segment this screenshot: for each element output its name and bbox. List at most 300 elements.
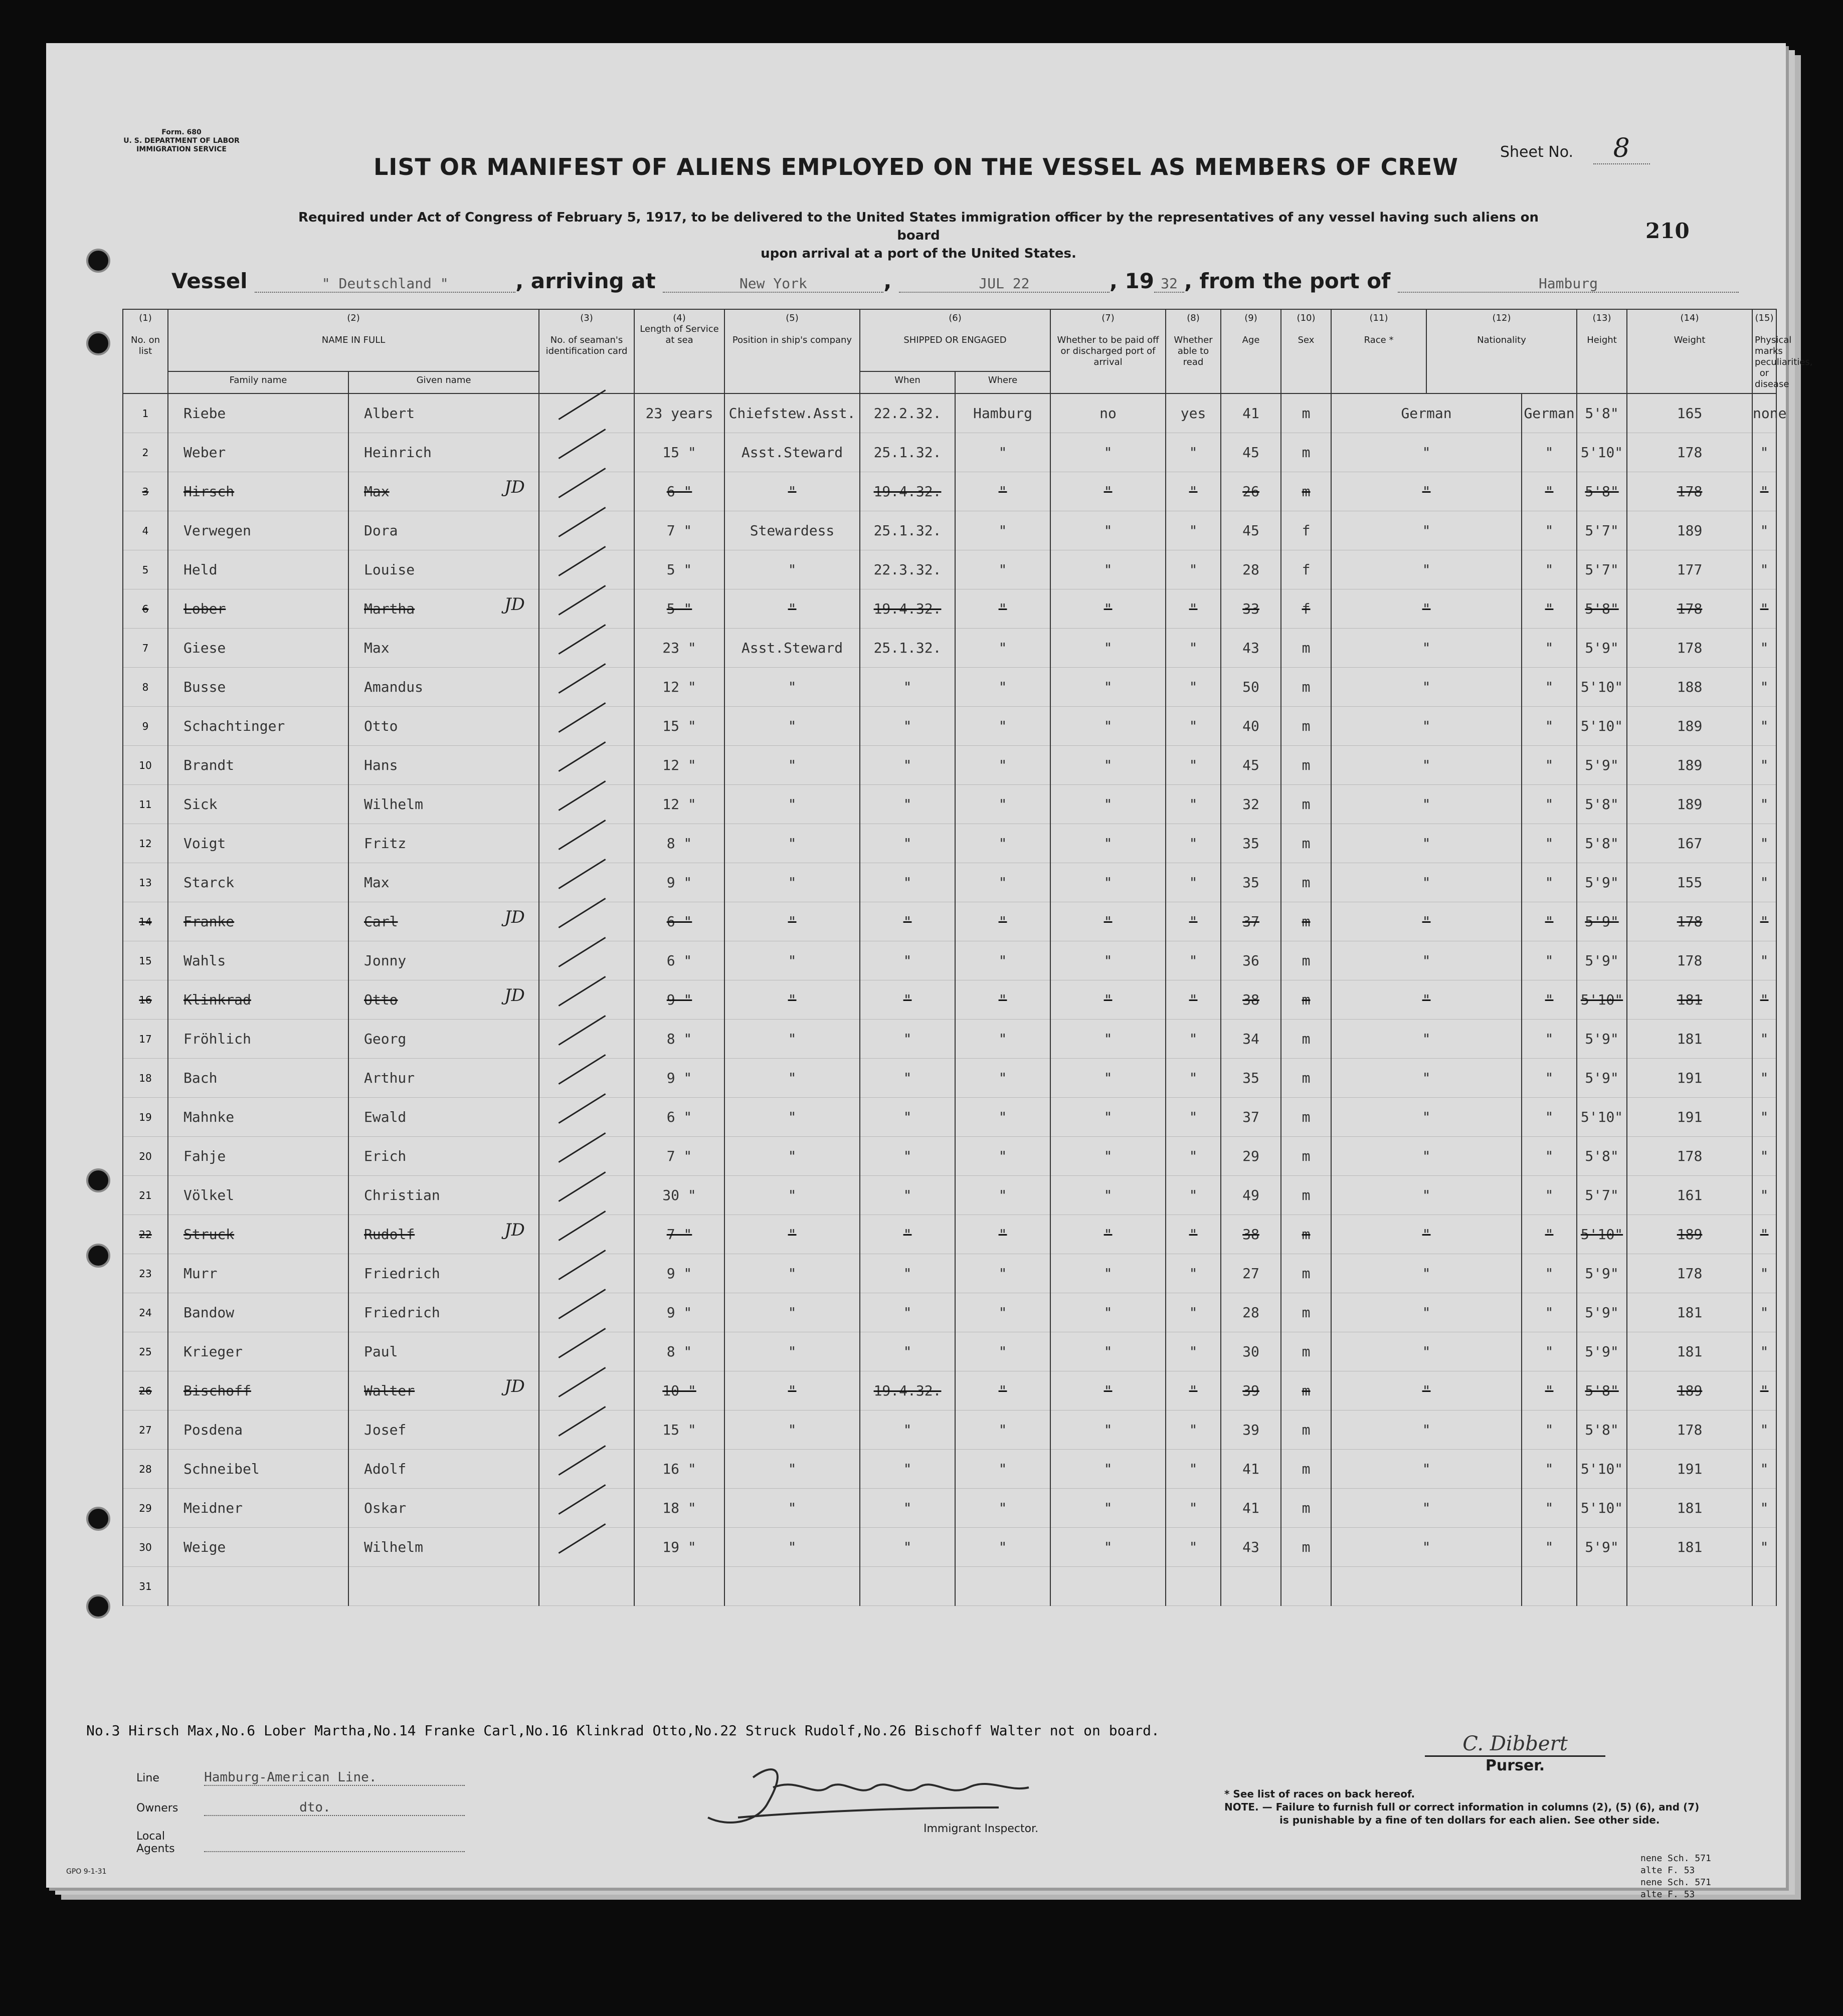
able-to-read-cell: " (1166, 1215, 1221, 1254)
shipped-when-cell: " (860, 1176, 955, 1215)
paid-off-cell: " (1050, 1254, 1166, 1293)
col-card-header (539, 309, 634, 393)
able-to-read-cell: " (1166, 1332, 1221, 1371)
inspector-initials: JD (504, 1376, 525, 1396)
paid-off-cell: " (1050, 1489, 1166, 1528)
col-sex-header (1281, 309, 1331, 393)
weight-cell: 191 (1627, 1098, 1752, 1137)
race-cell: " (1331, 1489, 1522, 1528)
service-length-cell: 15 " (634, 707, 724, 746)
height-cell (1577, 1567, 1627, 1606)
check-mark-icon (559, 859, 606, 889)
given-name-cell: Oskar (348, 1489, 539, 1528)
table-row (123, 1098, 1776, 1137)
family-name-cell: Fröhlich (168, 1020, 348, 1059)
inspector-label: Immigrant Inspector. (924, 1823, 1039, 1835)
position-cell (724, 1567, 860, 1606)
local-agents-label: Local Agents (136, 1830, 175, 1855)
given-name-cell: Arthur (348, 1059, 539, 1098)
able-to-read-cell: " (1166, 1371, 1221, 1410)
shipped-when-cell: 19.4.32. (860, 472, 955, 511)
height-cell: 5'7" (1577, 511, 1627, 550)
shipped-where-cell: " (955, 1528, 1050, 1567)
given-name-cell: Friedrich (348, 1293, 539, 1332)
age-cell: 35 (1221, 824, 1281, 863)
shipped-when-cell: " (860, 902, 955, 941)
col-when-header: When (860, 371, 955, 393)
check-mark-icon (559, 663, 606, 694)
nationality-cell: " (1522, 1059, 1577, 1098)
nationality-cell: German (1522, 393, 1577, 433)
inspector-initials: JD (504, 1220, 525, 1240)
sex-cell: m (1281, 980, 1331, 1020)
id-card-cell (539, 941, 634, 980)
age-cell (1221, 1567, 1281, 1606)
sex-cell: m (1281, 1450, 1331, 1489)
age-cell: 41 (1221, 1450, 1281, 1489)
check-mark-icon (559, 1289, 606, 1319)
table-row (123, 511, 1776, 550)
service-length-cell: 9 " (634, 1254, 724, 1293)
physical-marks-cell: " (1752, 1371, 1776, 1410)
paid-off-cell: " (1050, 1098, 1166, 1137)
nationality-cell: " (1522, 1528, 1577, 1567)
manifest-sheet (46, 43, 1813, 1900)
service-length-cell: 6 " (634, 1098, 724, 1137)
weight-cell: 181 (1627, 1293, 1752, 1332)
family-name-cell: Weber (168, 433, 348, 472)
nationality-cell: " (1522, 1020, 1577, 1059)
position-cell: " (724, 941, 860, 980)
family-name-cell: Bach (168, 1059, 348, 1098)
table-row (123, 1020, 1776, 1059)
able-to-read-cell (1166, 1567, 1221, 1606)
shipped-when-cell: " (860, 1098, 955, 1137)
weight-cell: 178 (1627, 1410, 1752, 1450)
able-to-read-cell: " (1166, 1059, 1221, 1098)
race-cell (1331, 1567, 1522, 1606)
age-cell: 36 (1221, 941, 1281, 980)
paid-off-cell: " (1050, 1528, 1166, 1567)
row-number-cell: 26 (123, 1371, 168, 1410)
weight-cell: 178 (1627, 1137, 1752, 1176)
col-age-label: Age (1242, 335, 1260, 345)
table-row (123, 1371, 1776, 1410)
nationality-cell: " (1522, 511, 1577, 550)
age-cell: 26 (1221, 472, 1281, 511)
race-cell: " (1331, 824, 1522, 863)
schedule-code: alte F. 53 (1640, 1865, 1695, 1876)
service-length-cell: 6 " (634, 902, 724, 941)
shipped-where-cell: " (955, 941, 1050, 980)
check-mark-icon (559, 1054, 606, 1085)
table-row (123, 902, 1776, 941)
shipped-where-cell: " (955, 1254, 1050, 1293)
race-cell: " (1331, 1528, 1522, 1567)
physical-marks-cell: " (1752, 1528, 1776, 1567)
service-length-cell: 5 " (634, 589, 724, 629)
subtitle-line-2: upon arrival at a port of the United States. (761, 246, 1076, 261)
schedule-codes (1640, 1853, 1711, 1901)
col-no-number: (1) (139, 313, 152, 323)
given-name-cell: Otto (348, 980, 539, 1020)
sex-cell: m (1281, 668, 1331, 707)
vessel-label: Vessel (171, 269, 248, 293)
col-paid-number: (7) (1101, 313, 1115, 323)
row-number-cell: 30 (123, 1528, 168, 1567)
given-name-cell: Hans (348, 746, 539, 785)
nationality-cell: " (1522, 1371, 1577, 1410)
id-card-cell (539, 1567, 634, 1606)
sex-cell: f (1281, 511, 1331, 550)
id-card-cell (539, 746, 634, 785)
table-row (123, 1528, 1776, 1567)
shipped-when-cell: " (860, 1410, 955, 1450)
position-cell: " (724, 668, 860, 707)
id-card-cell (539, 1410, 634, 1450)
family-name-cell: Posdena (168, 1410, 348, 1450)
able-to-read-cell: " (1166, 629, 1221, 668)
paid-off-cell: " (1050, 1215, 1166, 1254)
paid-off-cell: " (1050, 589, 1166, 629)
family-name-cell: Giese (168, 629, 348, 668)
service-length-cell: 9 " (634, 1059, 724, 1098)
col-card-label: No. of seaman's identification card (545, 335, 628, 356)
form-number: Form. 680 (161, 128, 202, 136)
race-cell: " (1331, 1059, 1522, 1098)
inspector-initials: JD (504, 594, 525, 615)
row-number-cell: 13 (123, 863, 168, 902)
sex-cell (1281, 1567, 1331, 1606)
given-name-cell: Wilhelm (348, 1528, 539, 1567)
position-cell: " (724, 1215, 860, 1254)
department-name: U. S. DEPARTMENT OF LABOR (123, 137, 240, 145)
age-cell: 32 (1221, 785, 1281, 824)
paid-off-cell: " (1050, 1293, 1166, 1332)
able-to-read-cell: " (1166, 824, 1221, 863)
row-number-cell: 11 (123, 785, 168, 824)
position-cell: " (724, 1293, 860, 1332)
row-number-cell: 4 (123, 511, 168, 550)
subtitle-line-1: Required under Act of Congress of February 5, 1917, to be delivered to the United States immigration officer by the representatives of any vessel having such aliens on board (298, 210, 1539, 243)
col-height-label: Height (1587, 335, 1617, 345)
position-cell: " (724, 550, 860, 589)
table-row (123, 863, 1776, 902)
col-card-number: (3) (580, 313, 593, 323)
family-name-cell: Verwegen (168, 511, 348, 550)
col-service-number: (4) (673, 313, 686, 323)
check-mark-icon (559, 1015, 606, 1046)
physical-marks-cell: " (1752, 785, 1776, 824)
shipped-when-cell: " (860, 1450, 955, 1489)
able-to-read-cell: " (1166, 980, 1221, 1020)
service-length-cell: 30 " (634, 1176, 724, 1215)
row-number-cell: 24 (123, 1293, 168, 1332)
arriving-value: New York (663, 275, 883, 293)
position-cell: " (724, 1020, 860, 1059)
paid-off-cell: " (1050, 433, 1166, 472)
table-row (123, 1293, 1776, 1332)
sex-cell: m (1281, 1332, 1331, 1371)
height-cell: 5'9" (1577, 1059, 1627, 1098)
sex-cell: m (1281, 1059, 1331, 1098)
height-cell: 5'9" (1577, 1293, 1627, 1332)
height-cell: 5'10" (1577, 707, 1627, 746)
age-cell: 35 (1221, 1059, 1281, 1098)
height-cell: 5'9" (1577, 1020, 1627, 1059)
physical-marks-cell: " (1752, 1098, 1776, 1137)
age-cell: 41 (1221, 1489, 1281, 1528)
table-row (123, 1254, 1776, 1293)
from-port-value: Hamburg (1398, 275, 1739, 293)
check-mark-icon (559, 1523, 606, 1554)
sex-cell: m (1281, 1137, 1331, 1176)
age-cell: 30 (1221, 1332, 1281, 1371)
id-card-cell (539, 1332, 634, 1371)
arrival-date-value: JUL 22 (899, 275, 1110, 293)
shipped-where-cell: Hamburg (955, 393, 1050, 433)
able-to-read-cell: " (1166, 1489, 1221, 1528)
physical-marks-cell: " (1752, 1450, 1776, 1489)
height-cell: 5'10" (1577, 433, 1627, 472)
age-cell: 38 (1221, 980, 1281, 1020)
position-cell: " (724, 824, 860, 863)
given-name-cell: Heinrich (348, 433, 539, 472)
shipped-when-cell: 22.2.32. (860, 393, 955, 433)
height-cell: 5'7" (1577, 1176, 1627, 1215)
age-cell: 37 (1221, 1098, 1281, 1137)
shipped-where-cell: " (955, 472, 1050, 511)
col-read-number: (8) (1187, 313, 1200, 323)
paid-off-cell: " (1050, 863, 1166, 902)
family-name-cell: Sick (168, 785, 348, 824)
weight-cell: 189 (1627, 1215, 1752, 1254)
height-cell: 5'9" (1577, 1254, 1627, 1293)
shipped-where-cell: " (955, 1410, 1050, 1450)
weight-cell: 188 (1627, 668, 1752, 707)
sex-cell: m (1281, 707, 1331, 746)
table-row (123, 472, 1776, 511)
sex-cell: m (1281, 629, 1331, 668)
nationality-cell: " (1522, 629, 1577, 668)
weight-cell: 155 (1627, 863, 1752, 902)
age-cell: 38 (1221, 1215, 1281, 1254)
shipped-where-cell: " (955, 1489, 1050, 1528)
height-cell: 5'9" (1577, 863, 1627, 902)
given-name-cell: Ewald (348, 1098, 539, 1137)
id-card-cell (539, 1254, 634, 1293)
race-cell: " (1331, 1332, 1522, 1371)
weight-cell: 178 (1627, 941, 1752, 980)
service-length-cell: 6 " (634, 472, 724, 511)
id-card-cell (539, 863, 634, 902)
weight-cell: 165 (1627, 393, 1752, 433)
nationality-cell: " (1522, 1098, 1577, 1137)
physical-marks-cell: " (1752, 550, 1776, 589)
local-agents-value (204, 1851, 465, 1852)
position-cell: " (724, 1332, 860, 1371)
weight-cell: 189 (1627, 511, 1752, 550)
weight-cell: 177 (1627, 550, 1752, 589)
able-to-read-cell: " (1166, 707, 1221, 746)
form-identifier (106, 128, 257, 154)
family-name-cell: Riebe (168, 393, 348, 433)
given-name-cell: Wilhelm (348, 785, 539, 824)
physical-marks-cell: " (1752, 980, 1776, 1020)
race-note: * See list of races on back hereof. (1224, 1788, 1415, 1800)
shipped-when-cell: " (860, 1020, 955, 1059)
shipped-when-cell: " (860, 746, 955, 785)
purser-label: Purser. (1485, 1757, 1545, 1774)
weight-cell: 181 (1627, 1020, 1752, 1059)
sex-cell: m (1281, 746, 1331, 785)
shipped-where-cell: " (955, 824, 1050, 863)
row-number-cell: 2 (123, 433, 168, 472)
nationality-cell: " (1522, 1254, 1577, 1293)
service-length-cell: 8 " (634, 1332, 724, 1371)
weight-cell: 189 (1627, 746, 1752, 785)
service-length-cell (634, 1567, 724, 1606)
row-number-cell: 19 (123, 1098, 168, 1137)
check-mark-icon (559, 780, 606, 811)
paid-off-cell: " (1050, 1137, 1166, 1176)
position-cell: Asst.Steward (724, 629, 860, 668)
family-name-cell: Klinkrad (168, 980, 348, 1020)
note-line-2: is punishable by a fine of ten dollars for each alien. See other side. (1279, 1814, 1660, 1826)
table-row (123, 1332, 1776, 1371)
race-cell: " (1331, 1176, 1522, 1215)
col-no-label: No. on list (130, 335, 160, 356)
age-cell: 49 (1221, 1176, 1281, 1215)
crew-rows (123, 393, 1787, 1606)
row-number-cell: 7 (123, 629, 168, 668)
shipped-when-cell: " (860, 1215, 955, 1254)
service-length-cell: 9 " (634, 863, 724, 902)
race-cell: " (1331, 1137, 1522, 1176)
given-name-cell (348, 1567, 539, 1606)
age-cell: 45 (1221, 511, 1281, 550)
owners-value: dto. (204, 1800, 465, 1816)
sex-cell: m (1281, 1528, 1331, 1567)
position-cell: " (724, 746, 860, 785)
physical-marks-cell: " (1752, 1176, 1776, 1215)
given-name-cell: Josef (348, 1410, 539, 1450)
page-title: LIST OR MANIFEST OF ALIENS EMPLOYED ON THE VESSEL AS MEMBERS OF CREW (373, 153, 1458, 180)
position-cell: Stewardess (724, 511, 860, 550)
able-to-read-cell: " (1166, 433, 1221, 472)
sheet-number-value: 8 (1593, 133, 1650, 164)
check-mark-icon (559, 898, 606, 928)
position-cell: Asst.Steward (724, 433, 860, 472)
family-name-cell: Murr (168, 1254, 348, 1293)
able-to-read-cell: " (1166, 589, 1221, 629)
row-number-cell: 21 (123, 1176, 168, 1215)
col-read-header (1166, 309, 1221, 393)
shipped-where-cell: " (955, 511, 1050, 550)
given-name-cell: Otto (348, 707, 539, 746)
binder-hole (86, 1168, 110, 1192)
col-marks-label: Physical marks peculiarities, or disease (1755, 335, 1813, 389)
line-value: Hamburg-American Line. (204, 1770, 465, 1786)
sex-cell: m (1281, 433, 1331, 472)
row-number-cell: 10 (123, 746, 168, 785)
physical-marks-cell: " (1752, 629, 1776, 668)
race-cell: " (1331, 1371, 1522, 1410)
shipped-where-cell: " (955, 1371, 1050, 1410)
height-cell: 5'8" (1577, 1371, 1627, 1410)
sex-cell: m (1281, 1254, 1331, 1293)
table-row (123, 1215, 1776, 1254)
row-number-cell: 17 (123, 1020, 168, 1059)
nationality-cell: " (1522, 550, 1577, 589)
height-cell: 5'7" (1577, 550, 1627, 589)
shipped-when-cell: " (860, 1332, 955, 1371)
sex-cell: f (1281, 550, 1331, 589)
able-to-read-cell: " (1166, 1528, 1221, 1567)
inspector-initials: JD (504, 985, 525, 1005)
shipped-where-cell: " (955, 785, 1050, 824)
given-name-cell: Max (348, 863, 539, 902)
family-name-cell: Brandt (168, 746, 348, 785)
col-position-label: Position in ship's company (732, 335, 852, 345)
able-to-read-cell: " (1166, 1450, 1221, 1489)
race-cell: " (1331, 1450, 1522, 1489)
table-row (123, 785, 1776, 824)
given-name-cell: Erich (348, 1137, 539, 1176)
physical-marks-cell: " (1752, 1410, 1776, 1450)
paid-off-cell: no (1050, 393, 1166, 433)
race-cell: " (1331, 668, 1522, 707)
row-number-cell: 25 (123, 1332, 168, 1371)
shipped-where-cell: " (955, 1215, 1050, 1254)
paid-off-cell: " (1050, 1410, 1166, 1450)
weight-cell: 181 (1627, 980, 1752, 1020)
family-name-cell: Krieger (168, 1332, 348, 1371)
shipped-where-cell: " (955, 550, 1050, 589)
able-to-read-cell: " (1166, 941, 1221, 980)
check-mark-icon (559, 1367, 606, 1397)
age-cell: 39 (1221, 1410, 1281, 1450)
table-row (123, 1410, 1776, 1450)
physical-marks-cell: " (1752, 941, 1776, 980)
sex-cell: m (1281, 1293, 1331, 1332)
race-cell: " (1331, 863, 1522, 902)
schedule-code: nene Sch. 571 (1640, 1877, 1711, 1888)
col-given-name-header: Given name (348, 371, 539, 393)
physical-marks-cell: " (1752, 668, 1776, 707)
family-name-cell: Weige (168, 1528, 348, 1567)
table-row (123, 433, 1776, 472)
family-name-cell: Bischoff (168, 1371, 348, 1410)
race-cell: " (1331, 785, 1522, 824)
able-to-read-cell: " (1166, 746, 1221, 785)
family-name-cell: Lober (168, 589, 348, 629)
col-paid-label: Whether to be paid off or discharged port of arrival (1057, 335, 1159, 367)
height-cell: 5'9" (1577, 1332, 1627, 1371)
id-card-cell (539, 393, 634, 433)
given-name-cell: Martha (348, 589, 539, 629)
able-to-read-cell: " (1166, 1137, 1221, 1176)
service-length-cell: 9 " (634, 980, 724, 1020)
service-length-cell: 7 " (634, 511, 724, 550)
physical-marks-cell: " (1752, 746, 1776, 785)
table-row (123, 1137, 1776, 1176)
position-cell: " (724, 902, 860, 941)
able-to-read-cell: " (1166, 511, 1221, 550)
given-name-cell: Georg (348, 1020, 539, 1059)
shipped-where-cell: " (955, 707, 1050, 746)
able-to-read-cell: " (1166, 902, 1221, 941)
